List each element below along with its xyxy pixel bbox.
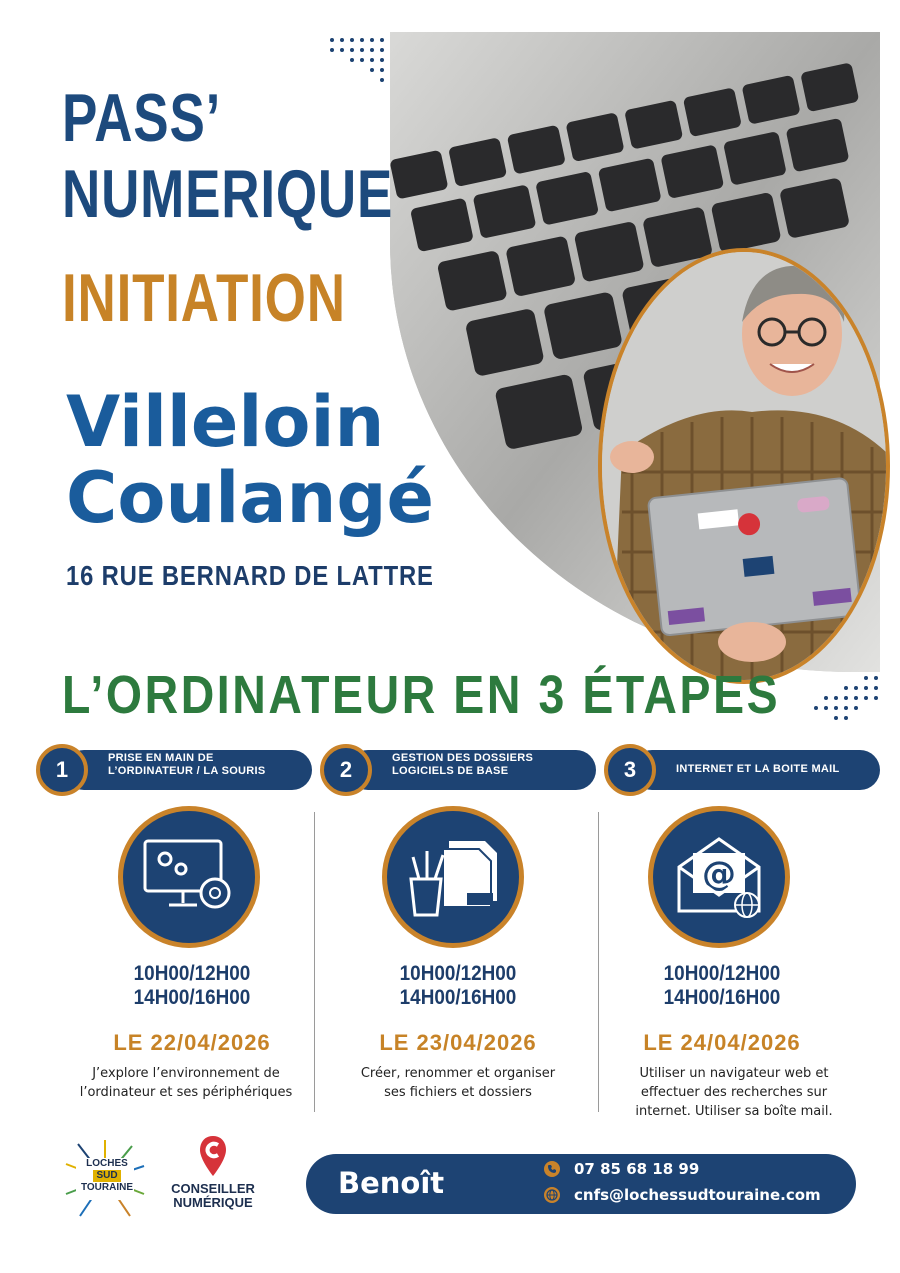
step-label xyxy=(108,752,308,778)
step-1-header xyxy=(36,744,296,800)
description-line: Utiliser un navigateur web et xyxy=(639,1066,829,1081)
contact-email[interactable]: cnfs@lochessudtouraine.com xyxy=(574,1186,821,1204)
step-label xyxy=(392,752,592,778)
description-line: J’explore l’environnement de xyxy=(92,1066,280,1081)
session-description xyxy=(338,1064,578,1102)
phone-icon xyxy=(544,1161,560,1177)
time-slot: 10H00/12H00 xyxy=(399,962,517,985)
title-line-numerique: NUMERIQUE xyxy=(62,156,394,232)
time-slot: 14H00/16H00 xyxy=(663,986,781,1009)
session-times xyxy=(350,962,566,1010)
column-divider xyxy=(598,812,599,1112)
session-description xyxy=(66,1064,306,1102)
logo-text-line: LOCHES xyxy=(86,1158,128,1169)
session-times xyxy=(84,962,300,1010)
logo-text-line: SUD xyxy=(93,1170,120,1182)
dots-decoration xyxy=(326,34,396,84)
contact-email-row xyxy=(544,1186,821,1204)
city-name xyxy=(66,381,434,539)
city-line-2: Coulangé xyxy=(66,457,434,539)
section-subtitle: L’ORDINATEUR EN 3 ÉTAPES xyxy=(62,665,781,725)
contact-bar xyxy=(306,1154,856,1214)
description-line: effectuer des recherches sur xyxy=(640,1085,828,1100)
session-description xyxy=(614,1064,854,1121)
conseiller-numerique-logo xyxy=(163,1134,263,1220)
step-3-header xyxy=(604,744,864,800)
step-2-header xyxy=(320,744,580,800)
logo-text-line: NUMÉRIQUE xyxy=(173,1195,253,1210)
description-line: Créer, renommer et organiser xyxy=(360,1066,556,1081)
session-date: LE 24/04/2026 xyxy=(643,1030,801,1055)
svg-text:@: @ xyxy=(702,854,736,894)
time-slot: 14H00/16H00 xyxy=(399,986,517,1009)
main-title xyxy=(62,80,393,232)
loches-sud-touraine-logo xyxy=(62,1138,148,1220)
title-initiation: INITIATION xyxy=(62,260,346,336)
step-number: 1 xyxy=(36,744,88,796)
time-slot: 10H00/12H00 xyxy=(663,962,781,985)
session-date: LE 22/04/2026 xyxy=(113,1030,271,1055)
globe-icon xyxy=(544,1187,560,1203)
step-number: 3 xyxy=(604,744,656,796)
session-date: LE 23/04/2026 xyxy=(379,1030,537,1055)
computer-gears-icon xyxy=(118,806,260,948)
contact-name: Benoît xyxy=(338,1166,445,1200)
step-label-line: L’ORDINATEUR / LA SOURIS xyxy=(108,765,266,777)
contact-phone[interactable]: 07 85 68 18 99 xyxy=(574,1160,700,1178)
folders-pencil-cup-icon xyxy=(382,806,524,948)
city-line-1: Villeloin xyxy=(66,381,385,463)
description-line: l’ordinateur et ses périphériques xyxy=(79,1085,293,1100)
logo-text-line: TOURAINE xyxy=(80,1182,134,1193)
session-times xyxy=(614,962,830,1010)
step-label: INTERNET ET LA BOITE MAIL xyxy=(676,763,840,775)
advisor-photo xyxy=(602,252,886,680)
step-label-line: LOGICIELS DE BASE xyxy=(392,765,509,777)
time-slot: 10H00/12H00 xyxy=(133,962,251,985)
loches-logo-text xyxy=(78,1158,136,1194)
column-divider xyxy=(314,812,315,1112)
step-number: 2 xyxy=(320,744,372,796)
email-envelope-globe-icon xyxy=(648,806,790,948)
advisor-portrait xyxy=(598,248,890,684)
map-pin-icon xyxy=(198,1134,228,1178)
step-label-line: GESTION DES DOSSIERS xyxy=(392,752,534,764)
description-line: ses fichiers et dossiers xyxy=(384,1085,532,1100)
contact-phone-row xyxy=(544,1160,699,1178)
address: 16 RUE BERNARD DE LATTRE xyxy=(66,560,434,591)
dots-decoration xyxy=(812,672,882,732)
logo-text-line: CONSEILLER xyxy=(171,1181,255,1196)
step-label-line: PRISE EN MAIN DE xyxy=(108,752,214,764)
description-line: internet. Utiliser sa boîte mail. xyxy=(635,1104,833,1119)
title-line-pass: PASS’ xyxy=(62,80,222,156)
time-slot: 14H00/16H00 xyxy=(133,986,251,1009)
